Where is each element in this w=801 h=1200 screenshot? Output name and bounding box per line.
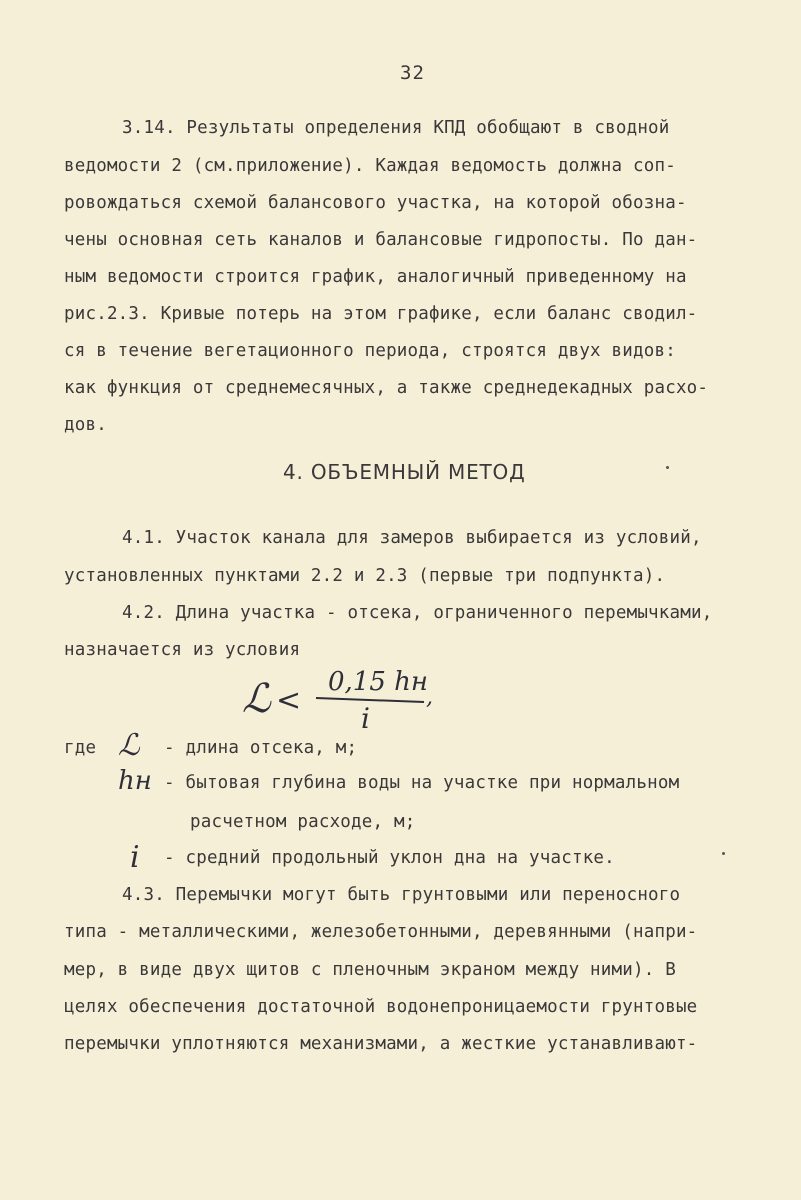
formula-numerator: 0,15 hн	[328, 667, 429, 697]
definition-h-text-line-1: - бытовая глубина воды на участке при нормальном	[164, 773, 680, 793]
length-formula	[236, 652, 466, 732]
paragraph-3-14-line-2: ведомости 2 (см.приложение). Каждая ведомость должна соп-	[64, 156, 676, 176]
definition-symbol-L: ℒ	[118, 728, 140, 763]
definition-symbol-i: i	[130, 840, 140, 875]
formula-lhs-symbol: ℒ	[242, 676, 271, 722]
definition-L-text: - длина отсека, м;	[164, 738, 358, 758]
formula-trailing-comma: ,	[426, 685, 433, 710]
formula-relation: <	[276, 683, 302, 718]
page-number: 32	[400, 62, 425, 84]
paragraph-3-14-line-1: 3.14. Результаты определения КПД обобщают в сводной	[122, 118, 670, 138]
speck-mark	[722, 852, 725, 855]
speck-mark	[666, 466, 669, 469]
definition-i-text: - средний продольный уклон дна на участке.	[164, 848, 615, 868]
paragraph-4-2-line-2: назначается из условия	[64, 640, 301, 660]
paragraph-3-14-line-8: как функция от среднемесячных, а также среднедекадных расхо-	[64, 378, 709, 398]
definition-h-text-line-2: расчетном расходе, м;	[190, 812, 416, 832]
paragraph-4-3-line-3: мер, в виде двух щитов с пленочным экраном между ними). В	[64, 960, 676, 980]
paragraph-4-3-line-2: типа - металлическими, железобетонными, деревянными (напри-	[64, 922, 698, 942]
section-heading: 4. ОБЪЕМНЫЙ МЕТОД	[283, 460, 526, 484]
paragraph-4-3-line-5: перемычки уплотняются механизмами, а жесткие устанавливают-	[64, 1034, 698, 1054]
paragraph-3-14-line-7: ся в течение вегетационного периода, строятся двух видов:	[64, 341, 676, 361]
paragraph-4-1-line-2: установленных пунктами 2.2 и 2.3 (первые три подпункта).	[64, 566, 666, 586]
paragraph-3-14-line-3: ровождаться схемой балансового участка, на которой обозна-	[64, 193, 687, 213]
definition-symbol-h: hн	[118, 766, 152, 796]
paragraph-4-2-line-1: 4.2. Длина участка - отсека, ограниченного перемычками,	[122, 603, 713, 623]
paragraph-4-1-line-1: 4.1. Участок канала для замеров выбирается из условий,	[122, 528, 702, 548]
paragraph-3-14-line-4: чены основная сеть каналов и балансовые гидропосты. По дан-	[64, 230, 698, 250]
paragraph-3-14-line-9: дов.	[64, 415, 107, 435]
paragraph-3-14-line-6: рис.2.3. Кривые потерь на этом графике, если баланс сводил-	[64, 304, 698, 324]
paragraph-4-3-line-4: целях обеспечения достаточной водонепроницаемости грунтовые	[64, 997, 698, 1017]
definitions-where: где	[64, 738, 97, 758]
paragraph-3-14-line-5: ным ведомости строится график, аналогичный приведенному на	[64, 267, 687, 287]
formula-denominator: i	[361, 702, 370, 732]
paragraph-4-3-line-1: 4.3. Перемычки могут быть грунтовыми или переносного	[122, 885, 681, 905]
fraction-bar	[316, 698, 424, 702]
